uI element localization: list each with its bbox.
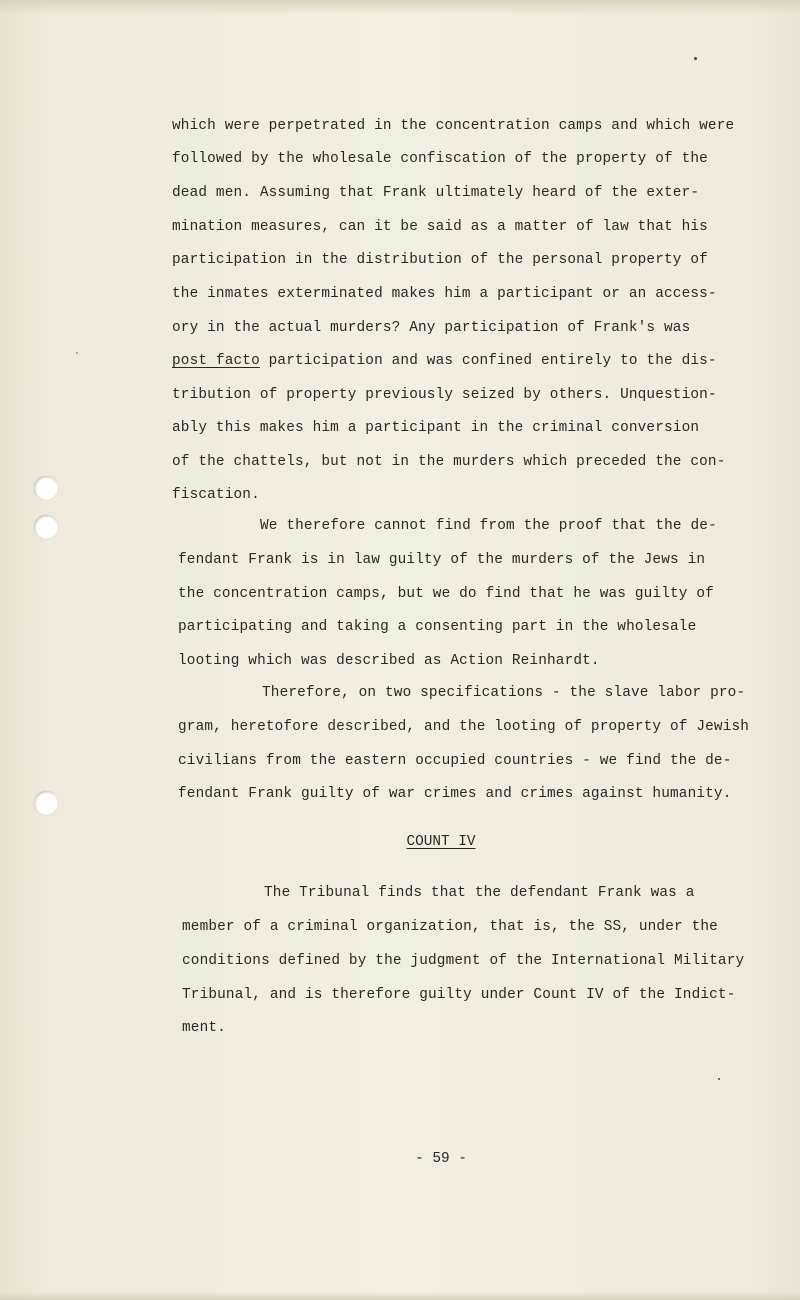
paper-bottom-edge <box>0 1292 800 1300</box>
text-line: tribution of property previously seized by others. Unquestion- <box>172 387 717 403</box>
paper-top-edge <box>0 0 800 14</box>
punch-hole <box>34 515 58 539</box>
text-line: which were perpetrated in the concentration camps and which were <box>172 118 735 134</box>
paper-speck <box>694 57 697 60</box>
count-heading: COUNT IV <box>406 834 476 850</box>
punch-hole <box>34 476 58 500</box>
punch-hole <box>34 791 58 815</box>
text-line: ment. <box>182 1020 226 1036</box>
text-line: participation in the distribution of the personal property of <box>172 252 708 268</box>
text-line: gram, heretofore described, and the looting of property of Jewish <box>178 719 750 735</box>
text-line: conditions defined by the judgment of the International Military <box>182 953 745 969</box>
text-line: dead men. Assuming that Frank ultimately heard of the exter- <box>172 185 700 201</box>
text-line: mination measures, can it be said as a matter of law that his <box>172 219 708 235</box>
underlined-latin-phrase: post facto <box>172 353 260 369</box>
text-line: participating and taking a consenting part in the wholesale <box>178 619 697 635</box>
text-line: civilians from the eastern occupied countries - we find the de- <box>178 753 732 769</box>
text-line: fendant Frank is in law guilty of the murders of the Jews in <box>178 552 706 568</box>
text-line: the inmates exterminated makes him a participant or an access- <box>172 286 717 302</box>
text-line: The Tribunal finds that the defendant Frank was a <box>264 885 695 901</box>
text-line: looting which was described as Action Reinhardt. <box>178 653 600 669</box>
paper-speck <box>718 1078 720 1080</box>
page-number: - 59 - <box>415 1151 467 1167</box>
text-line-rest: participation and was confined entirely to the dis- <box>259 353 717 369</box>
text-line: of the chattels, but not in the murders which preceded the con- <box>172 454 726 470</box>
text-line: fendant Frank guilty of war crimes and crimes against humanity. <box>178 786 732 802</box>
text-line: followed by the wholesale confiscation of the property of the <box>172 151 708 167</box>
text-line: fiscation. <box>172 487 260 503</box>
text-line: Therefore, on two specifications - the slave labor pro- <box>262 685 746 701</box>
text-line: member of a criminal organization, that is, the SS, under the <box>182 919 718 935</box>
text-line: We therefore cannot find from the proof that the de- <box>260 518 717 534</box>
text-line <box>172 352 717 370</box>
text-line: Tribunal, and is therefore guilty under Count IV of the Indict- <box>182 987 736 1003</box>
text-line: the concentration camps, but we do find that he was guilty of <box>178 586 714 602</box>
text-line: ory in the actual murders? Any participation of Frank's was <box>172 320 691 336</box>
paper-speck <box>76 352 78 354</box>
text-line: ably this makes him a participant in the criminal conversion <box>172 420 700 436</box>
